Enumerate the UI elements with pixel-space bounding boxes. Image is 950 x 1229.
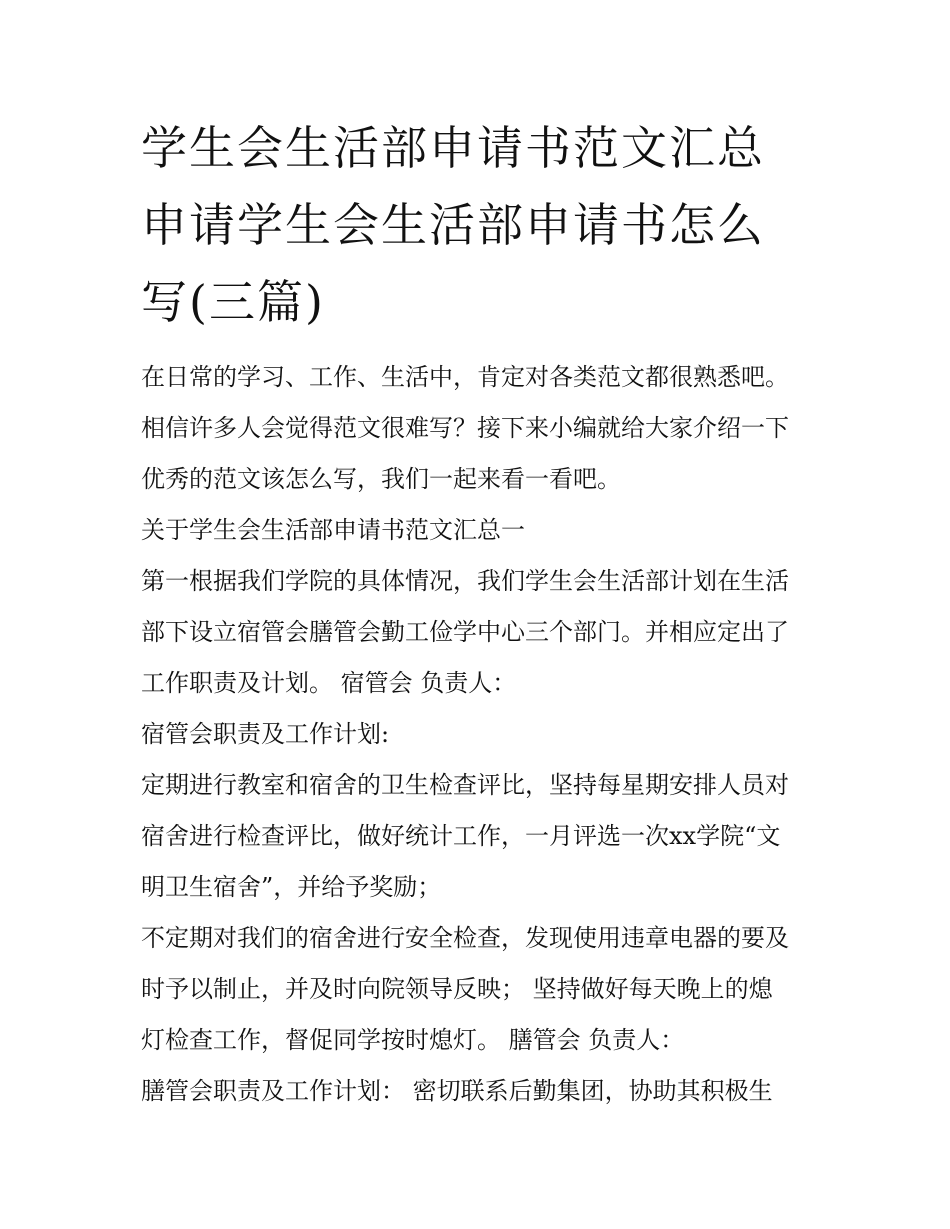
body-line: 宿舍进行检查评比，做好统计工作，一月评选一次xx学院“文 bbox=[141, 822, 781, 850]
section-heading: 关于学生会生活部申请书范文汇总一 bbox=[141, 516, 525, 544]
body-line: 相信许多人会觉得范文很难写？接下来小编就给大家介绍一下 bbox=[141, 414, 789, 442]
body-line: 优秀的范文该怎么写，我们一起来看一看吧。 bbox=[141, 465, 621, 493]
title-line: 写(三篇) bbox=[141, 275, 325, 329]
body-line: 在日常的学习、工作、生活中，肯定对各类范文都很熟悉吧。 bbox=[141, 363, 789, 391]
body-line: 宿管会职责及工作计划: bbox=[141, 720, 390, 748]
body-line: 第一根据我们学院的具体情况，我们学生会生活部计划在生活 bbox=[141, 567, 789, 595]
body-line: 工作职责及计划。 宿管会 负责人： bbox=[141, 669, 517, 697]
body-line: 明卫生宿舍”，并给予奖励； bbox=[141, 873, 442, 901]
body-line: 部下设立宿管会膳管会勤工俭学中心三个部门。并相应定出了 bbox=[141, 618, 789, 646]
body-line: 时予以制止，并及时向院领导反映； 坚持做好每天晚上的熄 bbox=[141, 975, 773, 1003]
document-body bbox=[141, 352, 821, 1117]
body-line: 灯检查工作，督促同学按时熄灯。 膳管会 负责人： bbox=[141, 1026, 685, 1054]
title-line: 学生会生活部申请书范文汇总 bbox=[141, 121, 765, 175]
document-title bbox=[141, 110, 821, 341]
body-line: 膳管会职责及工作计划： 密切联系后勤集团，协助其积极生 bbox=[141, 1077, 773, 1105]
body-line: 定期进行教室和宿舍的卫生检查评比，坚持每星期安排人员对 bbox=[141, 771, 789, 799]
body-line: 不定期对我们的宿舍进行安全检查，发现使用违章电器的要及 bbox=[141, 924, 789, 952]
title-line: 申请学生会生活部申请书怎么 bbox=[141, 198, 765, 252]
